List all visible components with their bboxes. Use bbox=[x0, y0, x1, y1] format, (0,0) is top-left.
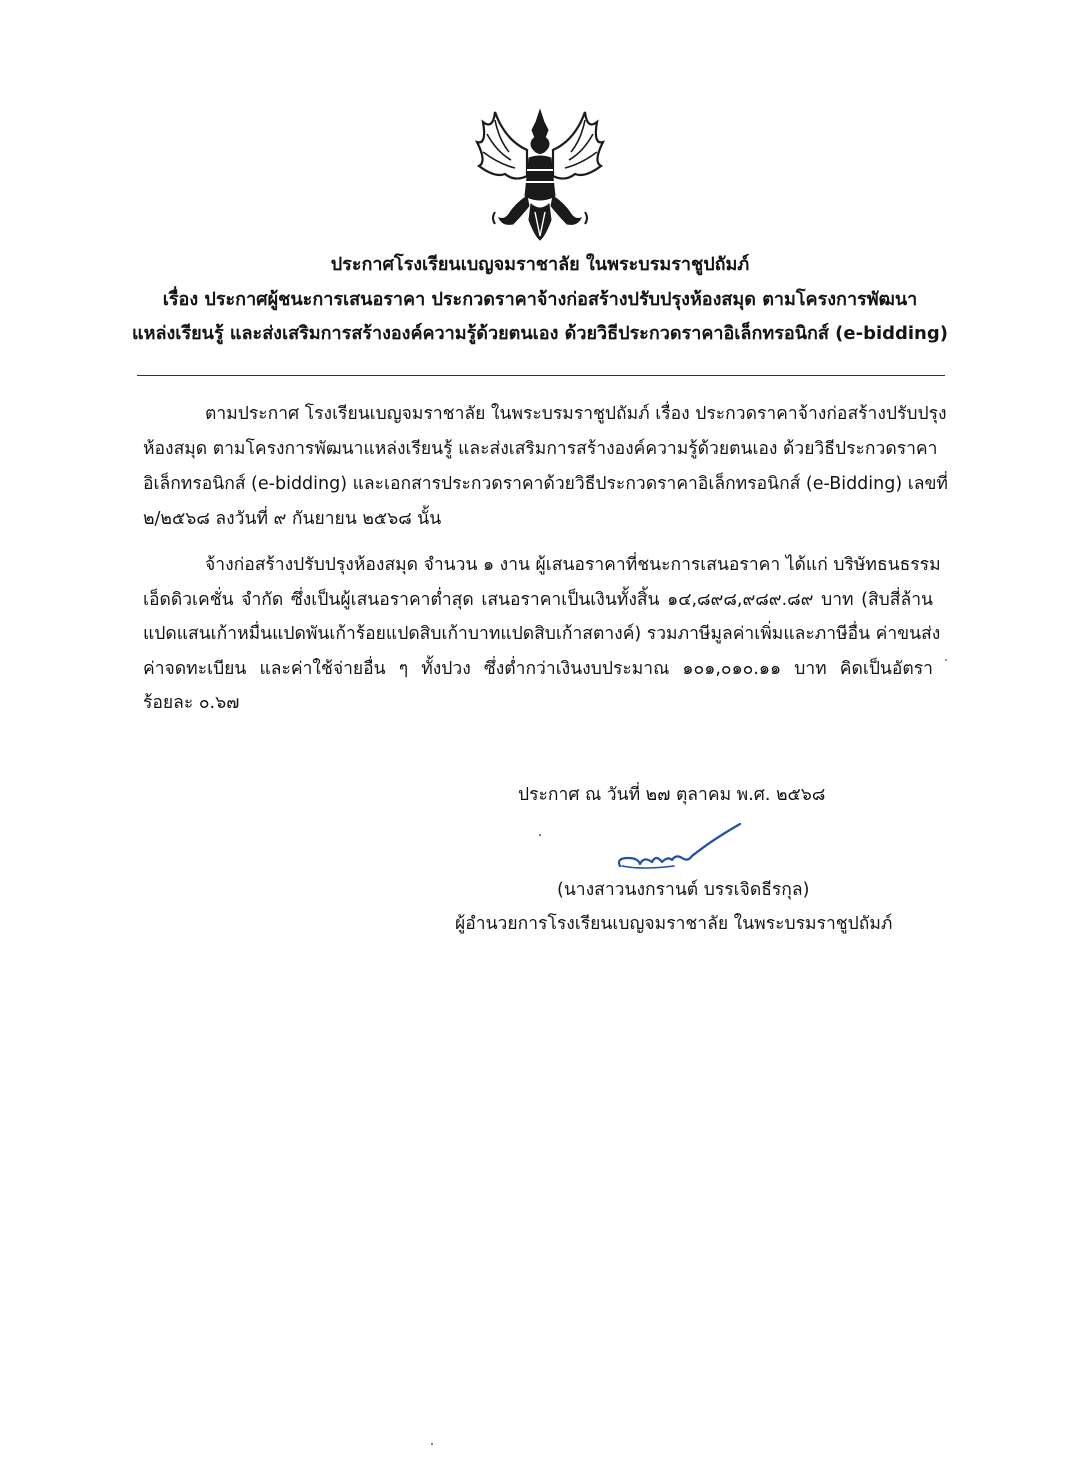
announcement-date: ประกาศ ณ วันที่ ๒๗ ตุลาคม พ.ศ. ๒๕๖๘ bbox=[518, 785, 826, 805]
signer-name: (นางสาวนงกรานต์ บรรเจิดธีรกุล) bbox=[557, 880, 810, 900]
paragraph-2-line: แปดแสนเก้าหมื่นแปดพันเก้าร้อยแปดสิบเก้าบาทแปดสิบเก้าสตางค์) รวมภาษีมูลค่าเพิ่มและภาษีอื่น ค่าขนส่ง bbox=[143, 624, 941, 644]
header-divider bbox=[137, 375, 945, 376]
paragraph-2-line: เอ็ดดิวเคชั่น จำกัด ซึ่งเป็นผู้เสนอราคาต่ำสุด เสนอราคาเป็นเงินทั้งสิ้น ๑๔,๘๙๘,๙๘๙.๘๙ บาท (สิบสี่ล้าน bbox=[143, 590, 933, 610]
paragraph-2-line: จ้างก่อสร้างปรับปรุงห้องสมุด จำนวน ๑ งาน ผู้เสนอราคาที่ชนะการเสนอราคา ได้แก่ บริษัทธนธรรม bbox=[205, 555, 941, 575]
paragraph-1-line: ตามประกาศ โรงเรียนเบญจมราชาลัย ในพระบรมราชูปถัมภ์ เรื่อง ประกวดราคาจ้างก่อสร้างปรับปรุง bbox=[205, 404, 947, 424]
announcement-subject-line-1: เรื่อง ประกาศผู้ชนะการเสนอราคา ประกวดราคาจ้างก่อสร้างปรับปรุงห้องสมุด ตามโครงการพัฒนา bbox=[162, 289, 918, 310]
paragraph-2-line: ค่าจดทะเบียน และค่าใช้จ่ายอื่น ๆ ทั้งปวง ซึ่งต่ำกว่าเงินงบประมาณ ๑๐๑,๐๑๐.๑๑ บาท คิดเป็นอัตรา bbox=[143, 659, 933, 679]
signer-position: ผู้อำนวยการโรงเรียนเบญจมราชาลัย ในพระบรมราชูปถัมภ์ bbox=[455, 914, 893, 934]
garuda-emblem-icon bbox=[465, 100, 615, 250]
paragraph-1-line: อิเล็กทรอนิกส์ (e-bidding) และเอกสารประกวดราคาด้วยวิธีประกวดราคาอิเล็กทรอนิกส์ (e-Bidding) เลขที่ bbox=[143, 474, 948, 494]
announcement-subject-line-2: แหล่งเรียนรู้ และส่งเสริมการสร้างองค์ความรู้ด้วยตนเอง ด้วยวิธีประกวดราคาอิเล็กทรอนิกส์ (e-bidding) bbox=[132, 323, 948, 344]
announcement-title: ประกาศโรงเรียนเบญจมราชาลัย ในพระบรมราชูปถัมภ์ bbox=[330, 254, 750, 275]
paragraph-2-line: ร้อยละ ๐.๖๗ bbox=[143, 693, 240, 713]
paragraph-1-line: ห้องสมุด ตามโครงการพัฒนาแหล่งเรียนรู้ และส่งเสริมการสร้างองค์ความรู้ด้วยตนเอง ด้วยวิธีประกวดราคา bbox=[143, 439, 938, 459]
paragraph-1-line: ๒/๒๕๖๘ ลงวันที่ ๙ กันยายน ๒๕๖๘ นั้น bbox=[143, 509, 442, 529]
signature-image bbox=[612, 822, 747, 877]
